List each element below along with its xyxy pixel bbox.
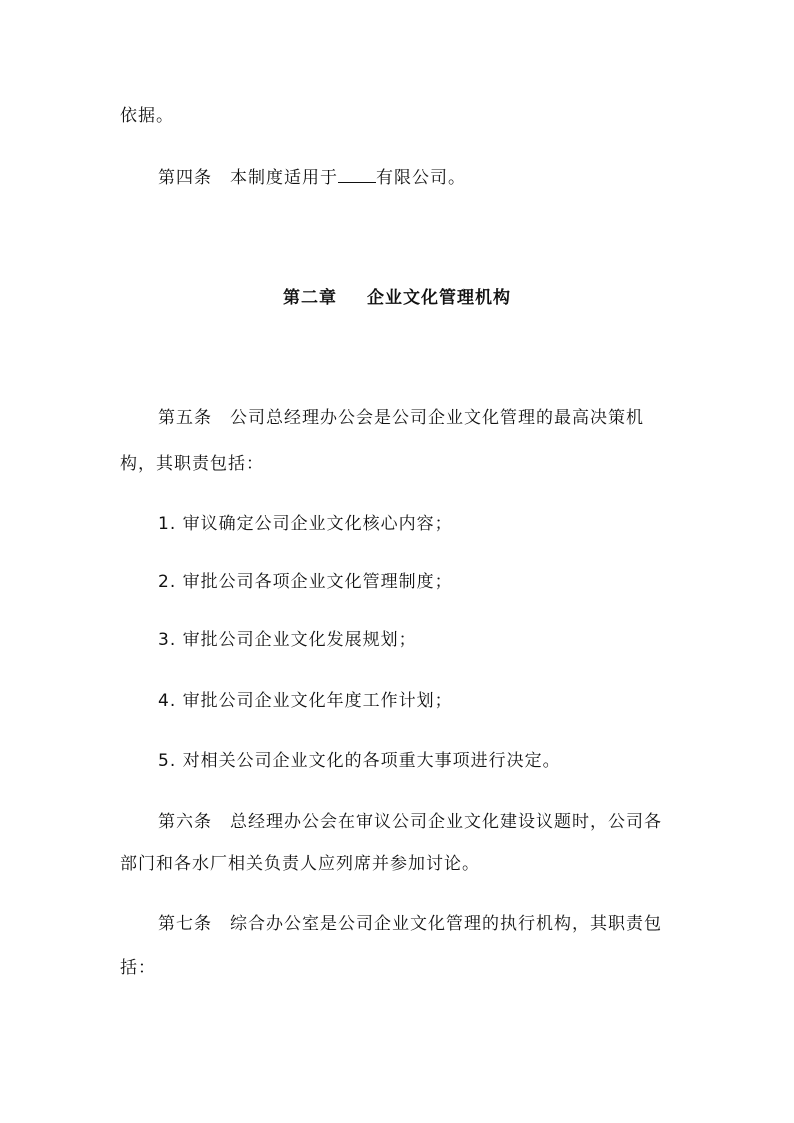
list-item — [158, 628, 417, 652]
fill-in-blank — [338, 168, 376, 183]
article-7-continued — [120, 956, 156, 980]
article-text: 公司总经理办公会是公司企业文化管理的最高决策机 — [230, 408, 644, 428]
article-text: 综合办公室是公司企业文化管理的执行机构，其职责包 — [230, 914, 662, 934]
article-text: 部门和各水厂相关负责人应列席并参加讨论。 — [120, 854, 480, 874]
article-label: 第五条 — [158, 408, 212, 428]
article-text: 本制度适用于 — [230, 168, 338, 188]
list-item — [158, 749, 561, 773]
list-item — [158, 570, 453, 594]
article-6-continued — [120, 852, 480, 876]
article-label: 第六条 — [158, 812, 212, 832]
paragraph-continuation — [120, 104, 174, 128]
article-label: 第四条 — [158, 168, 212, 188]
list-item-text: 3. 审批公司企业文化发展规划； — [158, 630, 417, 650]
article-4 — [158, 166, 466, 190]
chapter-heading — [283, 286, 511, 310]
list-item — [158, 512, 453, 536]
list-item-text: 4. 审批公司企业文化年度工作计划； — [158, 691, 453, 711]
article-text: 括： — [120, 958, 156, 978]
article-5 — [158, 406, 644, 430]
article-text: 总经理办公会在审议公司企业文化建设议题时，公司各 — [230, 812, 662, 832]
list-item-text: 1. 审议确定公司企业文化核心内容； — [158, 514, 453, 534]
chapter-title: 企业文化管理机构 — [367, 288, 511, 308]
chapter-label: 第二章 — [283, 288, 337, 308]
list-item — [158, 689, 453, 713]
article-6 — [158, 810, 662, 834]
list-item-text: 5. 对相关公司企业文化的各项重大事项进行决定。 — [158, 751, 561, 771]
article-text: 有限公司。 — [376, 168, 466, 188]
article-7 — [158, 912, 662, 936]
list-item-text: 2. 审批公司各项企业文化管理制度； — [158, 572, 453, 592]
article-text: 构，其职责包括： — [120, 454, 264, 474]
text-line: 依据。 — [120, 106, 174, 126]
article-label: 第七条 — [158, 914, 212, 934]
article-5-continued — [120, 452, 264, 476]
